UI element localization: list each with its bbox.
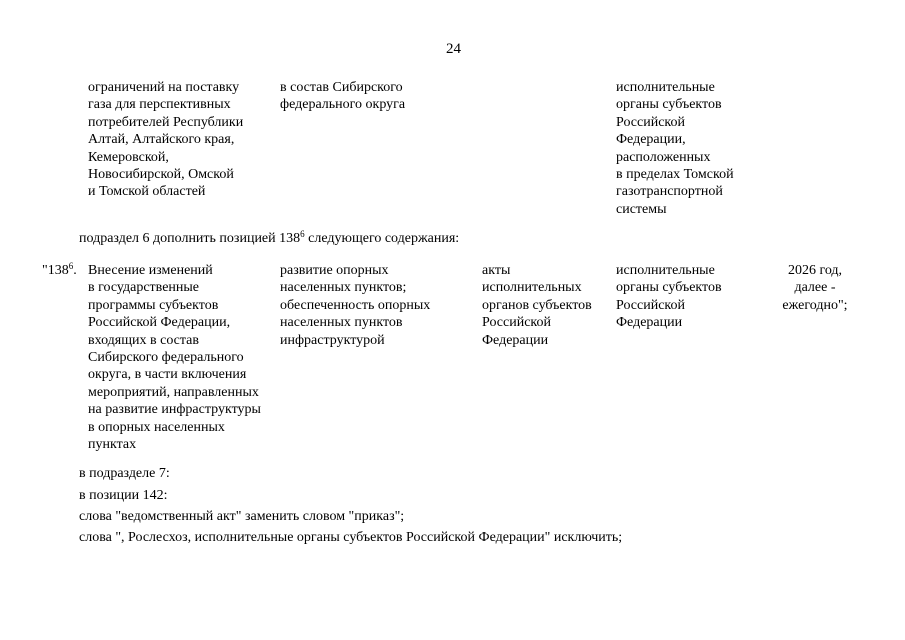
text-line: органы субъектов	[616, 97, 722, 113]
text-line: Российской	[616, 114, 685, 130]
text-line: органов субъектов	[482, 297, 592, 313]
text-line: Федерации	[616, 315, 683, 331]
text-line: газа для перспективных	[88, 97, 231, 113]
text-line: входящих в состав	[88, 332, 200, 348]
superscript: 6	[300, 229, 305, 239]
text-line: Федерации,	[616, 132, 686, 148]
page-number: 24	[446, 41, 461, 57]
text-line: Российской	[482, 315, 551, 331]
intro-line	[79, 230, 459, 248]
text-line: и Томской областей	[88, 184, 206, 200]
text-line: органы субъектов	[616, 280, 722, 296]
text-line: населенных пунктов;	[280, 280, 407, 296]
amendment-line: слова ", Рослесхоз, исполнительные органы субъектов Российской Федерации" исключить;	[79, 530, 623, 545]
text-line: Кемеровской,	[88, 149, 169, 165]
position-document	[482, 262, 592, 349]
text-line: обеспеченность опорных	[280, 297, 431, 313]
position-responsible	[616, 262, 722, 332]
text-line: системы	[616, 201, 667, 217]
text-line: акты	[482, 263, 511, 278]
text-line: ежегодно";	[782, 297, 848, 313]
position-measure	[88, 262, 261, 453]
text-line: Алтай, Алтайского края,	[88, 132, 235, 148]
text-line: на развитие инфраструктуры	[88, 402, 261, 418]
text-line: потребителей Республики	[88, 114, 244, 130]
text-line: федерального округа	[280, 97, 406, 113]
text-line: исполнительных	[482, 280, 582, 296]
text-line: в опорных населенных	[88, 419, 225, 435]
position-number	[42, 262, 77, 279]
amendment-line: в позиции 142:	[79, 488, 168, 503]
text-line: программы субъектов	[88, 297, 219, 313]
text-line: ограничений на поставку	[88, 80, 240, 95]
text-line: исполнительные	[616, 263, 715, 278]
amendment-line: слова "ведомственный акт" заменить словом "приказ";	[79, 509, 405, 524]
text-line: развитие опорных	[280, 263, 389, 278]
text-line: газотранспортной	[616, 184, 723, 200]
text-line: далее -	[794, 280, 836, 296]
text-line: в государственные	[88, 280, 200, 296]
text-line: исполнительные	[616, 80, 715, 95]
text-line: населенных пунктов	[280, 315, 403, 331]
text-line: мероприятий, направленных	[88, 384, 259, 400]
position-result	[280, 262, 430, 349]
text-line: Российской	[616, 297, 685, 313]
text-line: округа, в части включения	[88, 367, 247, 383]
position-number-text: "138	[42, 263, 69, 278]
position-deadline	[770, 262, 860, 314]
text-line: Сибирского федерального	[88, 350, 244, 366]
text-line: в пределах Томской	[616, 167, 734, 183]
amendment-line: в подразделе 7:	[79, 466, 170, 481]
intro-text-end: следующего содержания:	[304, 231, 460, 246]
text-line: Федерации	[482, 332, 549, 348]
text-line: инфраструктурой	[280, 332, 385, 348]
top-row-scope	[280, 79, 405, 114]
intro-text: подраздел 6 дополнить позицией 138	[79, 231, 301, 246]
text-line: Внесение изменений	[88, 263, 213, 278]
top-row-measure	[88, 79, 243, 201]
text-line: Новосибирской, Омской	[88, 167, 234, 183]
top-row-responsible	[616, 79, 734, 218]
text-line: в состав Сибирского	[280, 80, 403, 95]
position-number-suffix: .	[73, 263, 77, 278]
text-line: расположенных	[616, 149, 711, 165]
position-number-sup: 6	[68, 261, 74, 271]
text-line: пунктах	[88, 437, 137, 453]
text-line: Российской Федерации,	[88, 315, 231, 331]
text-line: 2026 год,	[787, 263, 843, 278]
